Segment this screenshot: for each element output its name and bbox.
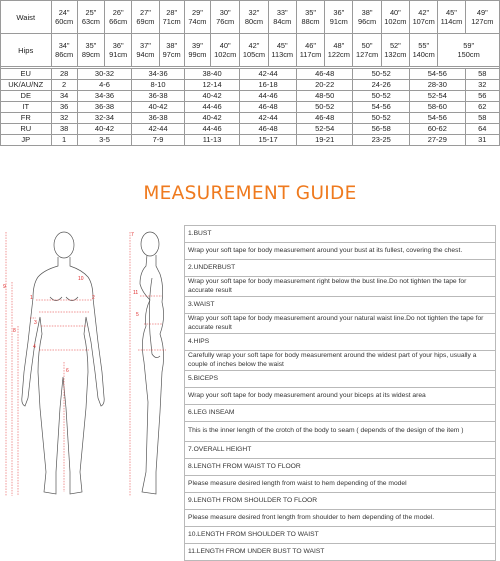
size-conversion-row (1, 80, 500, 91)
size-inches: 38" (166, 41, 178, 50)
size-centimeters: 88cm (301, 17, 320, 26)
size-centimeters: 102cm (384, 17, 407, 26)
country-label: DE (1, 91, 52, 102)
size-cell (105, 34, 132, 67)
size-inches: 35" (85, 41, 97, 50)
size-inches: 35" (305, 8, 316, 17)
size-centimeters: 94cm (136, 50, 155, 59)
size-centimeters: 140cm (412, 50, 435, 59)
size-cell (381, 1, 409, 34)
size-inches: 24" (58, 8, 70, 17)
size-cell (325, 1, 353, 34)
country-label: RU (1, 124, 52, 135)
size-inches: 50" (361, 41, 373, 50)
step-description-row (185, 476, 496, 493)
conversion-cell: 31 (465, 135, 499, 146)
country-label: IT (1, 102, 52, 113)
size-inches: 29" (191, 8, 203, 17)
size-cell (77, 1, 104, 34)
svg-text:4: 4 (33, 344, 36, 350)
size-inches: 34" (58, 41, 70, 50)
size-centimeters: 80cm (244, 17, 263, 26)
front-measure-markers (3, 276, 95, 374)
svg-text:7: 7 (131, 232, 134, 238)
conversion-cell: 40-42 (184, 91, 240, 102)
conversion-cell: 36-38 (132, 91, 185, 102)
conversion-cell: 44-46 (184, 124, 240, 135)
size-cell (325, 34, 353, 67)
conversion-cell: 34-36 (132, 69, 185, 80)
size-inches: 48" (333, 41, 345, 50)
size-inches: 33" (276, 8, 288, 17)
step-heading: 5.BICEPS (185, 371, 496, 388)
conversion-cell: 46-48 (296, 69, 353, 80)
measure-row (1, 34, 500, 67)
conversion-cell: 3-5 (77, 135, 132, 146)
step-heading: 2.UNDERBUST (185, 260, 496, 277)
size-inches: 25" (85, 8, 97, 17)
measure-row-label: Waist (1, 1, 52, 34)
size-cell (77, 34, 104, 67)
conversion-cell: 56-58 (353, 124, 410, 135)
conversion-cell: 52-54 (296, 124, 353, 135)
svg-text:2: 2 (92, 295, 95, 301)
conversion-cell: 64 (465, 124, 499, 135)
step-heading: 3.WAIST (185, 297, 496, 314)
conversion-cell: 58-60 (410, 102, 466, 113)
svg-text:1: 1 (30, 295, 33, 301)
size-centimeters: 63cm (81, 17, 100, 26)
step-description: Wrap your soft tape for body measurement around your natural waist line.Do not tighten the tape for accurate result (185, 314, 496, 334)
size-cell (211, 34, 240, 67)
size-inches: 42" (248, 41, 260, 50)
size-centimeters: 102cm (214, 50, 237, 59)
size-centimeters: 74cm (188, 17, 207, 26)
size-cell (105, 1, 132, 34)
size-cell (240, 1, 268, 34)
conversion-cell: 40-42 (132, 102, 185, 113)
conversion-cell: 58 (465, 113, 499, 124)
step-heading-row (185, 544, 496, 561)
size-cell (410, 1, 438, 34)
conversion-cell: 8-10 (132, 80, 185, 91)
size-centimeters: 66cm (109, 17, 128, 26)
step-heading-row (185, 260, 496, 277)
conversion-cell: 36-38 (132, 113, 185, 124)
size-centimeters: 99cm (188, 50, 207, 59)
size-chart-table (0, 0, 500, 146)
step-heading: 9.LENGTH FROM SHOULDER TO FLOOR (185, 493, 496, 510)
size-inches: 36" (112, 41, 124, 50)
side-body-figure (140, 232, 164, 494)
size-conversion-row (1, 124, 500, 135)
step-description: Wrap your soft tape for body measurement around your biceps at its widest area (185, 388, 496, 405)
conversion-cell: 11-13 (184, 135, 240, 146)
size-inches: 40" (219, 41, 231, 50)
size-inches: 28" (166, 8, 178, 17)
size-conversion-row (1, 113, 500, 124)
conversion-cell: 48-50 (296, 91, 353, 102)
conversion-cell: 34-36 (77, 91, 132, 102)
side-measure-lines (130, 232, 166, 496)
size-cell (410, 34, 438, 67)
conversion-cell: 54-56 (410, 69, 466, 80)
size-cell (184, 34, 210, 67)
conversion-cell: 15-17 (240, 135, 297, 146)
conversion-cell: 44-46 (184, 102, 240, 113)
step-heading-row (185, 371, 496, 388)
step-description: Please measure desired front length from shoulder to hem depending of the model. (185, 510, 496, 527)
measure-row (1, 1, 500, 34)
size-centimeters: 122cm (327, 50, 350, 59)
size-cell (132, 1, 159, 34)
size-centimeters: 127cm (471, 17, 494, 26)
conversion-cell: 56 (465, 91, 499, 102)
step-description: This is the inner length of the crotch of the body to seam ( depends of the design of the item ) (185, 422, 496, 442)
svg-text:3: 3 (34, 320, 37, 326)
size-centimeters: 150cm (457, 50, 480, 59)
step-heading: 7.OVERALL HEIGHT (185, 442, 496, 459)
size-cell (465, 1, 499, 34)
size-inches: 59" (463, 41, 475, 50)
size-centimeters: 107cm (412, 17, 435, 26)
size-inches: 39" (191, 41, 203, 50)
conversion-cell: 32 (51, 113, 77, 124)
size-inches: 36" (333, 8, 345, 17)
step-heading-row (185, 405, 496, 422)
conversion-cell: 2 (51, 80, 77, 91)
conversion-cell: 19-21 (296, 135, 353, 146)
size-centimeters: 71cm (162, 17, 181, 26)
step-description-row (185, 243, 496, 260)
size-inches: 32" (248, 8, 260, 17)
size-cell (51, 34, 77, 67)
step-description-row (185, 351, 496, 371)
country-label: FR (1, 113, 52, 124)
size-inches: 45" (446, 8, 457, 17)
size-centimeters: 132cm (384, 50, 407, 59)
step-heading-row (185, 442, 496, 459)
step-description: Please measure desired length from waist to hem depending of the model (185, 476, 496, 493)
conversion-cell: 12-14 (184, 80, 240, 91)
conversion-cell: 7-9 (132, 135, 185, 146)
step-description-row (185, 277, 496, 297)
front-measure-lines (6, 232, 92, 496)
step-description: Carefully wrap your soft tape for body measurement around the widest part of your hips, usually a couple of inches below the waist (185, 351, 496, 371)
svg-text:5: 5 (136, 312, 139, 318)
conversion-cell: 16-18 (240, 80, 297, 91)
conversion-cell: 34 (51, 91, 77, 102)
size-inches: 49" (476, 8, 488, 17)
conversion-cell: 50-52 (353, 113, 410, 124)
side-measure-markers (131, 232, 139, 318)
step-heading-row (185, 226, 496, 243)
country-label: JP (1, 135, 52, 146)
conversion-cell: 23-25 (353, 135, 410, 146)
conversion-cell: 24-26 (353, 80, 410, 91)
conversion-cell: 42-44 (240, 69, 297, 80)
step-heading-row (185, 459, 496, 476)
country-label: UK/AU/NZ (1, 80, 52, 91)
body-measurement-figures (0, 222, 184, 500)
size-centimeters: 113cm (271, 50, 294, 59)
size-cell (268, 1, 296, 34)
conversion-cell: 60-62 (410, 124, 466, 135)
conversion-cell: 28-30 (410, 80, 466, 91)
step-heading-row (185, 527, 496, 544)
size-inches: 46" (305, 41, 316, 50)
conversion-cell: 46-48 (296, 113, 353, 124)
size-inches: 37" (139, 41, 151, 50)
step-heading-row (185, 334, 496, 351)
size-cell (268, 34, 296, 67)
size-centimeters: 117cm (299, 50, 322, 59)
step-description: Wrap your soft tape for body measurement right below the bust line.Do not tighten the tape for accurate result (185, 277, 496, 297)
size-cell (296, 1, 324, 34)
size-cell (159, 34, 184, 67)
size-centimeters: 76cm (216, 17, 235, 26)
svg-text:10: 10 (78, 276, 84, 282)
size-cell (381, 34, 409, 67)
conversion-cell: 32 (465, 80, 499, 91)
size-inches: 38" (361, 8, 373, 17)
step-heading: 11.LENGTH FROM UNDER BUST TO WAIST (185, 544, 496, 561)
size-conversion-row (1, 102, 500, 113)
conversion-cell: 62 (465, 102, 499, 113)
step-heading-row (185, 297, 496, 314)
size-cell (51, 1, 77, 34)
step-description-row (185, 422, 496, 442)
size-centimeters: 89cm (81, 50, 100, 59)
size-inches: 27" (139, 8, 151, 17)
conversion-cell: 20-22 (296, 80, 353, 91)
size-cell (438, 34, 500, 67)
step-description: Wrap your soft tape for body measurement around your bust at its fullest, covering the chest. (185, 243, 496, 260)
step-description-row (185, 388, 496, 405)
conversion-cell: 54-56 (353, 102, 410, 113)
svg-text:11: 11 (133, 290, 139, 296)
size-cell (353, 34, 381, 67)
size-centimeters: 105cm (242, 50, 266, 59)
step-heading: 8.LENGTH FROM WAIST TO FLOOR (185, 459, 496, 476)
conversion-cell: 52-54 (410, 91, 466, 102)
step-heading: 10.LENGTH FROM SHOULDER TO WAIST (185, 527, 496, 544)
size-conversion-row (1, 91, 500, 102)
step-heading-row (185, 493, 496, 510)
conversion-cell: 42-44 (132, 124, 185, 135)
conversion-cell: 50-52 (353, 69, 410, 80)
size-inches: 26" (112, 8, 124, 17)
measure-row-label: Hips (1, 34, 52, 67)
conversion-cell: 50-52 (353, 91, 410, 102)
size-conversion-row (1, 69, 500, 80)
size-cell (296, 34, 324, 67)
size-inches: 52" (389, 41, 401, 50)
size-centimeters: 91cm (329, 17, 348, 26)
size-centimeters: 69cm (136, 17, 155, 26)
measurement-instructions-table (184, 225, 496, 561)
conversion-cell: 46-48 (240, 124, 297, 135)
conversion-cell: 44-46 (240, 91, 297, 102)
step-heading: 4.HIPS (185, 334, 496, 351)
size-centimeters: 84cm (273, 17, 292, 26)
front-body-figure (22, 232, 104, 494)
conversion-cell: 36-38 (77, 102, 132, 113)
conversion-cell: 58 (465, 69, 499, 80)
conversion-cell: 50-52 (296, 102, 353, 113)
conversion-cell: 54-56 (410, 113, 466, 124)
size-centimeters: 91cm (109, 50, 128, 59)
size-cell (211, 1, 240, 34)
step-heading: 1.BUST (185, 226, 496, 243)
conversion-cell: 42-44 (240, 113, 297, 124)
size-cell (240, 34, 268, 67)
size-cell (132, 34, 159, 67)
conversion-cell: 30-32 (77, 69, 132, 80)
conversion-cell: 28 (51, 69, 77, 80)
conversion-cell: 32-34 (77, 113, 132, 124)
size-centimeters: 86cm (55, 50, 74, 59)
step-description-row (185, 314, 496, 334)
size-centimeters: 97cm (162, 50, 181, 59)
size-cell (353, 1, 381, 34)
conversion-cell: 1 (51, 135, 77, 146)
size-centimeters: 127cm (356, 50, 379, 59)
step-description-row (185, 510, 496, 527)
conversion-cell: 40-42 (77, 124, 132, 135)
conversion-cell: 38 (51, 124, 77, 135)
measurement-guide-title: MEASUREMENT GUIDE (143, 183, 357, 204)
size-inches: 40" (389, 8, 401, 17)
size-cell (159, 1, 184, 34)
size-cell (438, 1, 465, 34)
size-inches: 30" (219, 8, 231, 17)
step-heading: 6.LEG INSEAM (185, 405, 496, 422)
conversion-cell: 4-6 (77, 80, 132, 91)
svg-text:6: 6 (66, 368, 69, 374)
size-cell (184, 1, 210, 34)
conversion-cell: 38-40 (184, 69, 240, 80)
size-conversion-row (1, 135, 500, 146)
svg-text:9: 9 (3, 284, 6, 290)
size-centimeters: 96cm (358, 17, 377, 26)
size-centimeters: 60cm (55, 17, 74, 26)
conversion-cell: 36 (51, 102, 77, 113)
svg-text:8: 8 (13, 328, 16, 334)
conversion-cell: 46-48 (240, 102, 297, 113)
size-centimeters: 114cm (440, 17, 463, 26)
size-inches: 42" (418, 8, 430, 17)
size-inches: 45" (276, 41, 288, 50)
country-label: EU (1, 69, 52, 80)
conversion-cell: 27-29 (410, 135, 466, 146)
size-inches: 55" (418, 41, 430, 50)
conversion-cell: 40-42 (184, 113, 240, 124)
